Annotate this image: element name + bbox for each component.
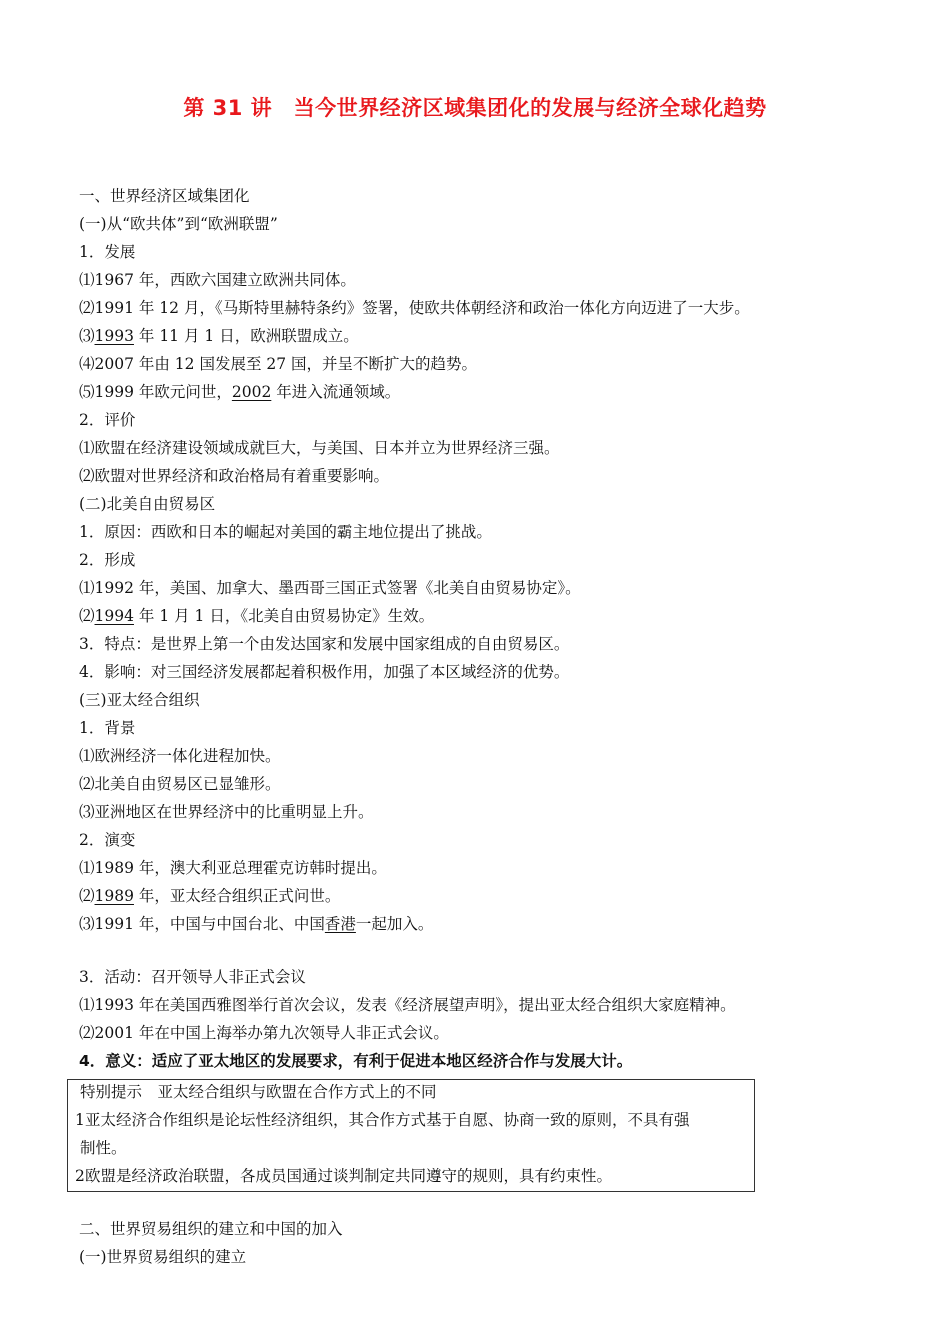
- item-heading: 2．形成: [79, 551, 136, 569]
- text-line: ⑵北美自由贸易区已显雏形。: [79, 775, 281, 793]
- text-line: ⑴欧盟在经济建设领域成就巨大，与美国、日本并立为世界经济三强。: [79, 439, 560, 457]
- section-heading: 二、世界贸易组织的建立和中国的加入: [79, 1220, 343, 1238]
- underlined-answer: 1993: [94, 327, 134, 345]
- subsection-heading: (一)世界贸易组织的建立: [79, 1248, 247, 1266]
- text-line: ⑶亚洲地区在世界经济中的比重明显上升。: [79, 803, 374, 821]
- text-line: ⑵1991 年 12 月，《马斯特里赫特条约》签署，使欧共体朝经济和政治一体化方向迈进了一大步。: [79, 299, 750, 317]
- text-line: ⑶1991 年，中国与中国台北、中国香港一起加入。: [79, 915, 434, 933]
- section-heading: 一、世界经济区域集团化: [79, 187, 250, 205]
- subsection-heading: (二)北美自由贸易区: [79, 495, 216, 513]
- item-heading: 1．背景: [79, 719, 136, 737]
- text-line: ⑴1993 年在美国西雅图举行首次会议，发表《经济展望声明》，提出亚太经合组织大家庭精神。: [79, 996, 736, 1014]
- item-heading: 3．活动：召开领导人非正式会议: [79, 968, 306, 986]
- text-line: 4．影响：对三国经济发展都起着积极作用，加强了本区域经济的优势。: [79, 663, 570, 681]
- text-line: ⑵欧盟对世界经济和政治格局有着重要影响。: [79, 467, 390, 485]
- text-line: 1．原因：西欧和日本的崛起对美国的霸主地位提出了挑战。: [79, 523, 492, 541]
- text-line: ⑴1989 年，澳大利亚总理霍克访韩时提出。: [79, 859, 387, 877]
- item-heading: 2．演变: [79, 831, 136, 849]
- text-line: ⑴1967 年，西欧六国建立欧洲共同体。: [79, 271, 356, 289]
- underlined-answer: 2002: [231, 383, 272, 401]
- text-line: ⑵1994 年 1 月 1 日，《北美自由贸易协定》生效。: [79, 607, 435, 625]
- significance-line: 4．意义：适应了亚太地区的发展要求，有利于促进本地区经济合作与发展大计。: [79, 1052, 633, 1070]
- underlined-answer: 香港: [324, 915, 356, 933]
- tip-item-marker: 1: [75, 1111, 85, 1129]
- text-line: ⑷2007 年由 12 国发展至 27 国，并呈不断扩大的趋势。: [79, 355, 478, 373]
- page-title: 第 31 讲 当今世界经济区域集团化的发展与经济全球化趋势: [183, 96, 767, 120]
- item-heading: 1．发展: [79, 243, 136, 261]
- text-line: ⑵2001 年在中国上海举办第九次领导人非正式会议。: [79, 1024, 449, 1042]
- underlined-answer: 1989: [94, 887, 134, 905]
- text-line: 3．特点：是世界上第一个由发达国家和发展中国家组成的自由贸易区。: [79, 635, 570, 653]
- tip-item-text: 欧盟是经济政治联盟，各成员国通过谈判制定共同遵守的规则，具有约束性。: [85, 1167, 613, 1185]
- text-line: ⑴1992 年，美国、加拿大、墨西哥三国正式签署《北美自由贸易协定》。: [79, 579, 581, 597]
- item-heading: 2．评价: [79, 411, 136, 429]
- underlined-answer: 1994: [94, 607, 134, 625]
- subsection-heading: (一)从“欧共体”到“欧洲联盟”: [79, 215, 278, 233]
- tip-item-marker: 2: [75, 1167, 85, 1185]
- tip-box: [67, 1079, 755, 1192]
- text-line: ⑵1989 年，亚太经合组织正式问世。: [79, 887, 341, 905]
- tip-heading: 特别提示 亚太经合组织与欧盟在合作方式上的不同: [80, 1083, 437, 1101]
- subsection-heading: (三)亚太经合组织: [79, 691, 200, 709]
- tip-item-text: 亚太经济合作组织是论坛性经济组织，其合作方式基于自愿、协商一致的原则，不具有强: [85, 1111, 690, 1129]
- tip-item-text: 制性。: [80, 1139, 127, 1157]
- text-line: ⑸1999 年欧元问世，2002 年进入流通领域。: [79, 383, 401, 401]
- text-line: ⑴欧洲经济一体化进程加快。: [79, 747, 281, 765]
- text-line: ⑶1993 年 11 月 1 日，欧洲联盟成立。: [79, 327, 359, 345]
